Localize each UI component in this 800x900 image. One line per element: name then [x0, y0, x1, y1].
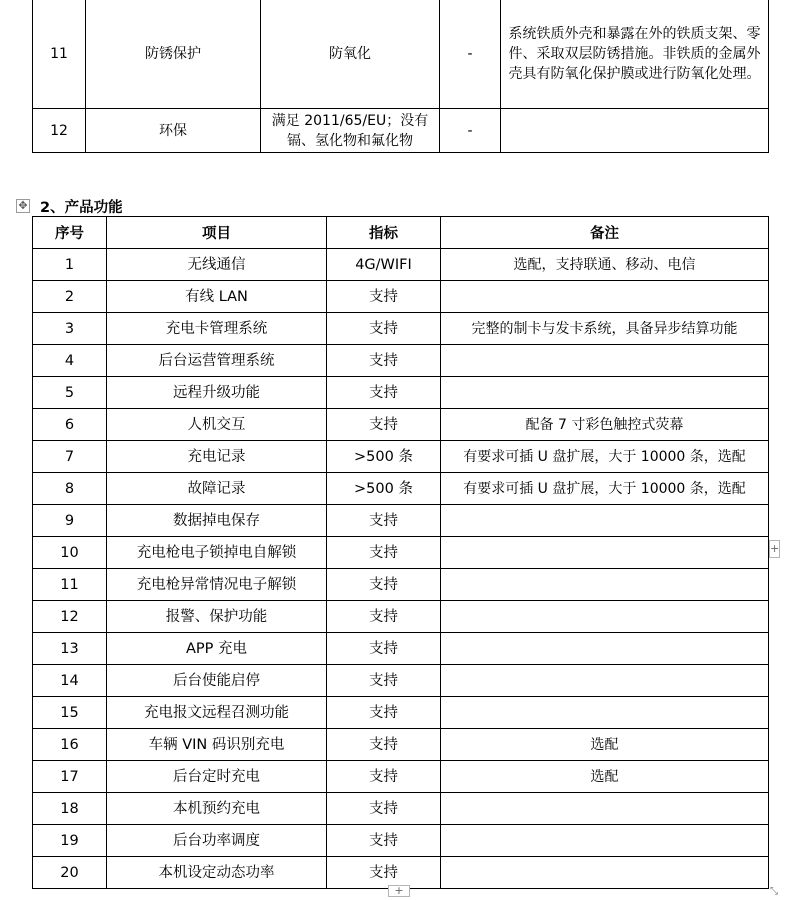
table-row [33, 377, 769, 409]
table-header-row [33, 217, 769, 249]
cell-index: 支持 [327, 665, 441, 697]
cell-index: 支持 [327, 409, 441, 441]
cell-index: 支持 [327, 345, 441, 377]
table-row [33, 281, 769, 313]
cell-item: 本机设定动态功率 [107, 857, 327, 889]
table-row [33, 633, 769, 665]
cell-no: 1 [33, 249, 107, 281]
cell-item: 防锈保护 [86, 0, 261, 109]
cell-no: 5 [33, 377, 107, 409]
cell-index: 支持 [327, 505, 441, 537]
cell-no: 17 [33, 761, 107, 793]
cell-item: APP 充电 [107, 633, 327, 665]
table-row [33, 249, 769, 281]
cell-item: 无线通信 [107, 249, 327, 281]
insert-column-icon[interactable]: + [388, 885, 410, 897]
table-row [33, 313, 769, 345]
cell-item: 数据掉电保存 [107, 505, 327, 537]
cell-no: 10 [33, 537, 107, 569]
section-title: 2、产品功能 [40, 200, 123, 216]
cell-item: 远程升级功能 [107, 377, 327, 409]
table-row [33, 569, 769, 601]
cell-index: 支持 [327, 633, 441, 665]
cell-note: 选配，支持联通、移动、电信 [441, 249, 769, 281]
table-row [33, 505, 769, 537]
table-move-handle-icon[interactable]: ✥ [16, 199, 30, 213]
cell-no: 20 [33, 857, 107, 889]
cell-index: 支持 [327, 313, 441, 345]
table-row [33, 345, 769, 377]
cell-no: 12 [33, 109, 86, 153]
cell-note [441, 537, 769, 569]
table-row [33, 601, 769, 633]
cell-note: 系统铁质外壳和暴露在外的铁质支架、零件、采取双层防锈措施。非铁质的金属外壳具有防氧化保护膜或进行防氧化处理。 [501, 0, 769, 109]
cell-no: 19 [33, 825, 107, 857]
cell-index: 支持 [327, 697, 441, 729]
cell-note [441, 377, 769, 409]
header-item: 项目 [107, 217, 327, 249]
cell-no: 2 [33, 281, 107, 313]
cell-no: 9 [33, 505, 107, 537]
cell-no: 13 [33, 633, 107, 665]
table-row [33, 473, 769, 505]
cell-index: 支持 [327, 377, 441, 409]
table-row [33, 697, 769, 729]
cell-note [441, 601, 769, 633]
cell-note [441, 857, 769, 889]
cell-note [441, 345, 769, 377]
cell-index: 4G/WIFI [327, 249, 441, 281]
header-no: 序号 [33, 217, 107, 249]
table-row [33, 665, 769, 697]
cell-index: - [440, 0, 501, 109]
cell-no: 12 [33, 601, 107, 633]
cell-item: 后台功率调度 [107, 825, 327, 857]
header-index: 指标 [327, 217, 441, 249]
cell-item: 充电记录 [107, 441, 327, 473]
cell-index: 支持 [327, 729, 441, 761]
table-row [33, 793, 769, 825]
table-row [33, 109, 769, 153]
cell-note: 完整的制卡与发卡系统，具备异步结算功能 [441, 313, 769, 345]
cell-no: 7 [33, 441, 107, 473]
cell-item: 后台定时充电 [107, 761, 327, 793]
cell-item: 后台运营管理系统 [107, 345, 327, 377]
cell-no: 18 [33, 793, 107, 825]
cell-index: - [440, 109, 501, 153]
table-row [33, 825, 769, 857]
table-row [33, 729, 769, 761]
cell-no: 16 [33, 729, 107, 761]
cell-note [441, 793, 769, 825]
cell-item: 后台使能启停 [107, 665, 327, 697]
cell-index: 支持 [327, 569, 441, 601]
table-row [33, 0, 769, 109]
cell-no: 6 [33, 409, 107, 441]
cell-item: 充电枪异常情况电子解锁 [107, 569, 327, 601]
cell-item: 车辆 VIN 码识别充电 [107, 729, 327, 761]
cell-note: 有要求可插 U 盘扩展，大于 10000 条，选配 [441, 473, 769, 505]
cell-item: 充电枪电子锁掉电自解锁 [107, 537, 327, 569]
cell-item: 充电卡管理系统 [107, 313, 327, 345]
cell-spec: 满足 2011/65/EU；没有镉、氢化物和氟化物 [261, 109, 440, 153]
cell-no: 3 [33, 313, 107, 345]
table-resize-icon[interactable]: ⤡ [770, 886, 778, 897]
product-function-table [32, 216, 769, 889]
cell-note [441, 697, 769, 729]
cell-index: 支持 [327, 825, 441, 857]
insert-row-icon[interactable]: + [769, 540, 780, 558]
cell-index: 支持 [327, 761, 441, 793]
cell-note [441, 505, 769, 537]
cell-item: 环保 [86, 109, 261, 153]
cell-note: 有要求可插 U 盘扩展，大于 10000 条，选配 [441, 441, 769, 473]
header-note: 备注 [441, 217, 769, 249]
cell-note: 选配 [441, 729, 769, 761]
cell-index: 支持 [327, 857, 441, 889]
cell-index: >500 条 [327, 473, 441, 505]
cell-note: 配备 7 寸彩色触控式荧幕 [441, 409, 769, 441]
cell-note [501, 109, 769, 153]
cell-item: 人机交互 [107, 409, 327, 441]
cell-item: 报警、保护功能 [107, 601, 327, 633]
cell-no: 8 [33, 473, 107, 505]
cell-item: 本机预约充电 [107, 793, 327, 825]
table-row [33, 537, 769, 569]
spec-table-continued [32, 0, 769, 153]
cell-index: 支持 [327, 281, 441, 313]
cell-spec: 防氧化 [261, 0, 440, 109]
cell-index: >500 条 [327, 441, 441, 473]
table-row [33, 761, 769, 793]
cell-no: 11 [33, 0, 86, 109]
cell-no: 15 [33, 697, 107, 729]
cell-note [441, 665, 769, 697]
cell-no: 4 [33, 345, 107, 377]
cell-note [441, 633, 769, 665]
cell-item: 充电报文远程召测功能 [107, 697, 327, 729]
cell-item: 有线 LAN [107, 281, 327, 313]
cell-index: 支持 [327, 601, 441, 633]
cell-no: 11 [33, 569, 107, 601]
cell-note [441, 281, 769, 313]
cell-no: 14 [33, 665, 107, 697]
cell-item: 故障记录 [107, 473, 327, 505]
cell-note [441, 569, 769, 601]
table-row [33, 409, 769, 441]
cell-index: 支持 [327, 537, 441, 569]
cell-note: 选配 [441, 761, 769, 793]
cell-index: 支持 [327, 793, 441, 825]
cell-note [441, 825, 769, 857]
table-row [33, 441, 769, 473]
